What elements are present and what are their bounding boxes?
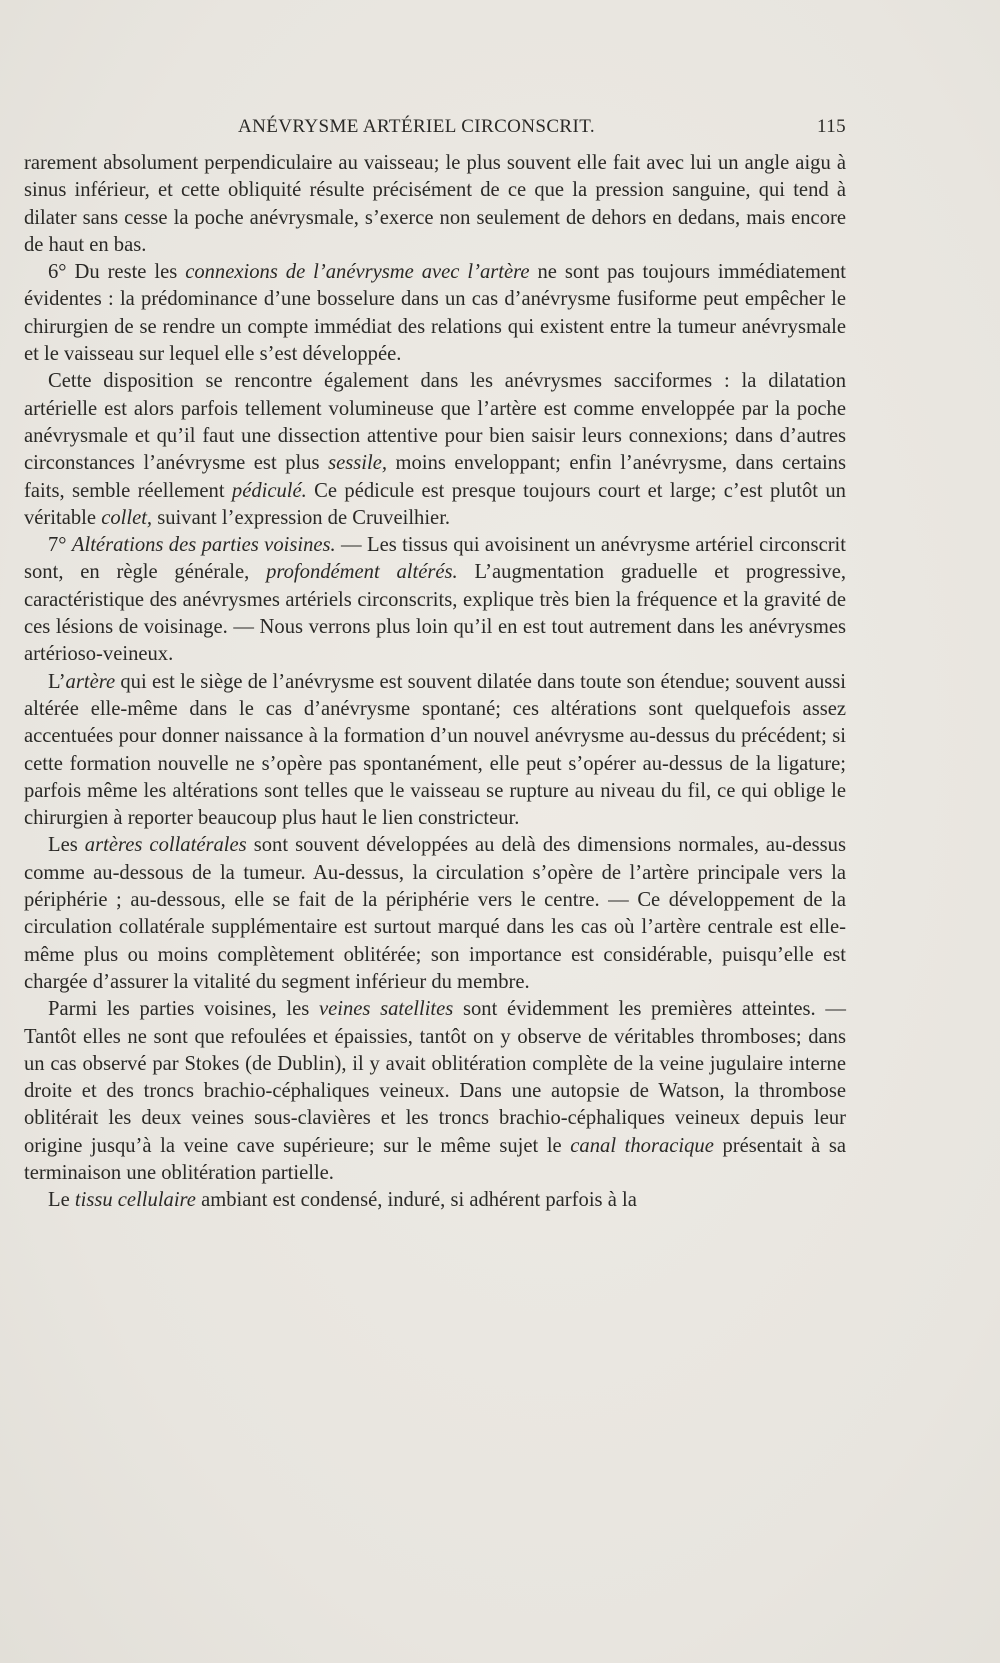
- text-run: présentait à sa terminaison une oblitération partielle.: [24, 1134, 847, 1184]
- paragraph: [24, 150, 846, 259]
- italic-run: tissu cellulaire: [74, 1189, 196, 1212]
- italic-run: veines satellites: [318, 998, 454, 1021]
- paragraph: [24, 1187, 846, 1214]
- text-run: suivant l’expression de Cruveilhier.: [152, 506, 451, 529]
- text-run: 7°: [48, 534, 72, 557]
- running-head: [28, 116, 846, 140]
- text-run: Cette disposition se rencontre également dans les anévrysmes sacciformes : la dilatation artérielle est alors parfois tellement volumineuse que l’artère est comme enveloppée par la poche anévrysmale et qu’il faut une dissection attentive pour bien saisir leurs connexions; dans d’autres circonstances l’anévrysme est plus: [24, 370, 846, 475]
- italic-run: artères collatérales: [84, 834, 247, 857]
- text-run: moins enveloppant; enfin l’anévrysme, dans certains faits, semble réellement: [24, 452, 846, 502]
- italic-run: sessile,: [328, 452, 387, 475]
- italic-run: artère: [65, 670, 116, 693]
- page-number: 115: [817, 116, 846, 137]
- italic-run: profondément altérés.: [266, 561, 458, 584]
- paragraph: [24, 259, 846, 368]
- text-run: L’augmentation graduelle et progressive, caractéristique des anévrysmes artériels circonscrits, explique très bien la fréquence et la gravité de ces lésions de voisinage. — Nous verrons plus loin qu’il en est tout autrement dans les anévrysmes artérioso-veineux.: [24, 561, 846, 666]
- text-run: ne sont pas toujours immédiatement évidentes : la prédominance d’une bosselure dans un cas d’anévrysme fusiforme peut empêcher le chirurgien de se rendre un compte immédiat des relations qui existent entre la tumeur anévrysmale et le vaisseau sur lequel elle s’est développée.: [24, 261, 847, 366]
- text-run: Les: [48, 834, 85, 857]
- paragraph: [24, 669, 846, 833]
- italic-run: pédiculé.: [231, 479, 307, 502]
- text-run: 6° Du reste les: [48, 261, 186, 284]
- text-run: L’: [48, 670, 66, 693]
- italic-run: collet,: [101, 506, 153, 529]
- text-run: Le: [48, 1189, 75, 1212]
- paragraph: [24, 996, 846, 1187]
- text-run: rarement absolument perpendiculaire au vaisseau; le plus souvent elle fait avec lui un angle aigu à sinus inférieur, et cette obliquité résulte précisément de ce que la pression sanguine, qui tend à dilater sans cesse la poche anévrysmale, s’exerce non seulement de dehors en dedans, mais encore de haut en bas.: [24, 152, 846, 256]
- paragraph: [24, 832, 846, 996]
- paragraph: [24, 532, 846, 668]
- text-run: sont évidemment les premières atteintes. — Tantôt elles ne sont que refoulées et épaissies, tantôt on y observe de véritables thromboses; dans un cas observé par Stokes (de Dublin), il y avait oblitération complète de la veine jugulaire interne droite et des troncs brachio-céphaliques veineux. Dans une autopsie de Watson, la thrombose oblitérait les deux veines sous-clavières et les troncs brachio-céphaliques veineux depuis leur origine jusqu’à la veine cave supérieure; sur le même sujet le: [24, 998, 846, 1157]
- text-run: qui est le siège de l’anévrysme est souvent dilatée dans toute son étendue; souvent aussi altérée elle-même dans le cas d’anévrysme spontané; ces altérations sont quelquefois assez accentuées pour donner naissance à la formation d’un nouvel anévrysme au-dessus du précédent; si cette formation nouvelle ne s’opère pas spontanément, elle peut s’opérer au-dessus de la ligature; parfois même les altérations sont telles que le vaisseau se rupture au niveau du fil, ce qui oblige le chirurgien à reporter beaucoup plus haut le lien constricteur.: [24, 670, 846, 830]
- running-head-title: ANÉVRYSME ARTÉRIEL CIRCONSCRIT.: [238, 116, 595, 137]
- italic-run: Altérations des parties voisines.: [71, 534, 336, 557]
- text-run: sont souvent développées au delà des dimensions normales, au-dessus comme au-dessous de la tumeur. Au-dessus, la circulation s’opère de l’artère principale vers la périphérie ; au-dessous, elle se fait de la périphérie vers le centre. — Ce développement de la circulation collatérale supplémentaire est surtout marqué dans les cas où l’artère centrale est elle-même plus ou moins complètement oblitérée; son importance est considérable, puisqu’elle est chargée d’assurer la vitalité du segment inférieur du membre.: [24, 834, 846, 993]
- text-run: — Les tissus qui avoisinent un anévrysme artériel circonscrit sont, en règle générale,: [24, 534, 847, 584]
- italic-run: connexions de l’anévrysme avec l’artère: [185, 261, 530, 284]
- body-text: [24, 150, 846, 1215]
- text-run: ambiant est condensé, induré, si adhérent parfois à la: [195, 1189, 637, 1212]
- text-run: Parmi les parties voisines, les: [48, 998, 319, 1021]
- paragraph: [24, 368, 846, 532]
- italic-run: canal thoracique: [570, 1134, 714, 1157]
- text-run: Ce pédicule est presque toujours court et large; c’est plutôt un véritable: [24, 479, 846, 529]
